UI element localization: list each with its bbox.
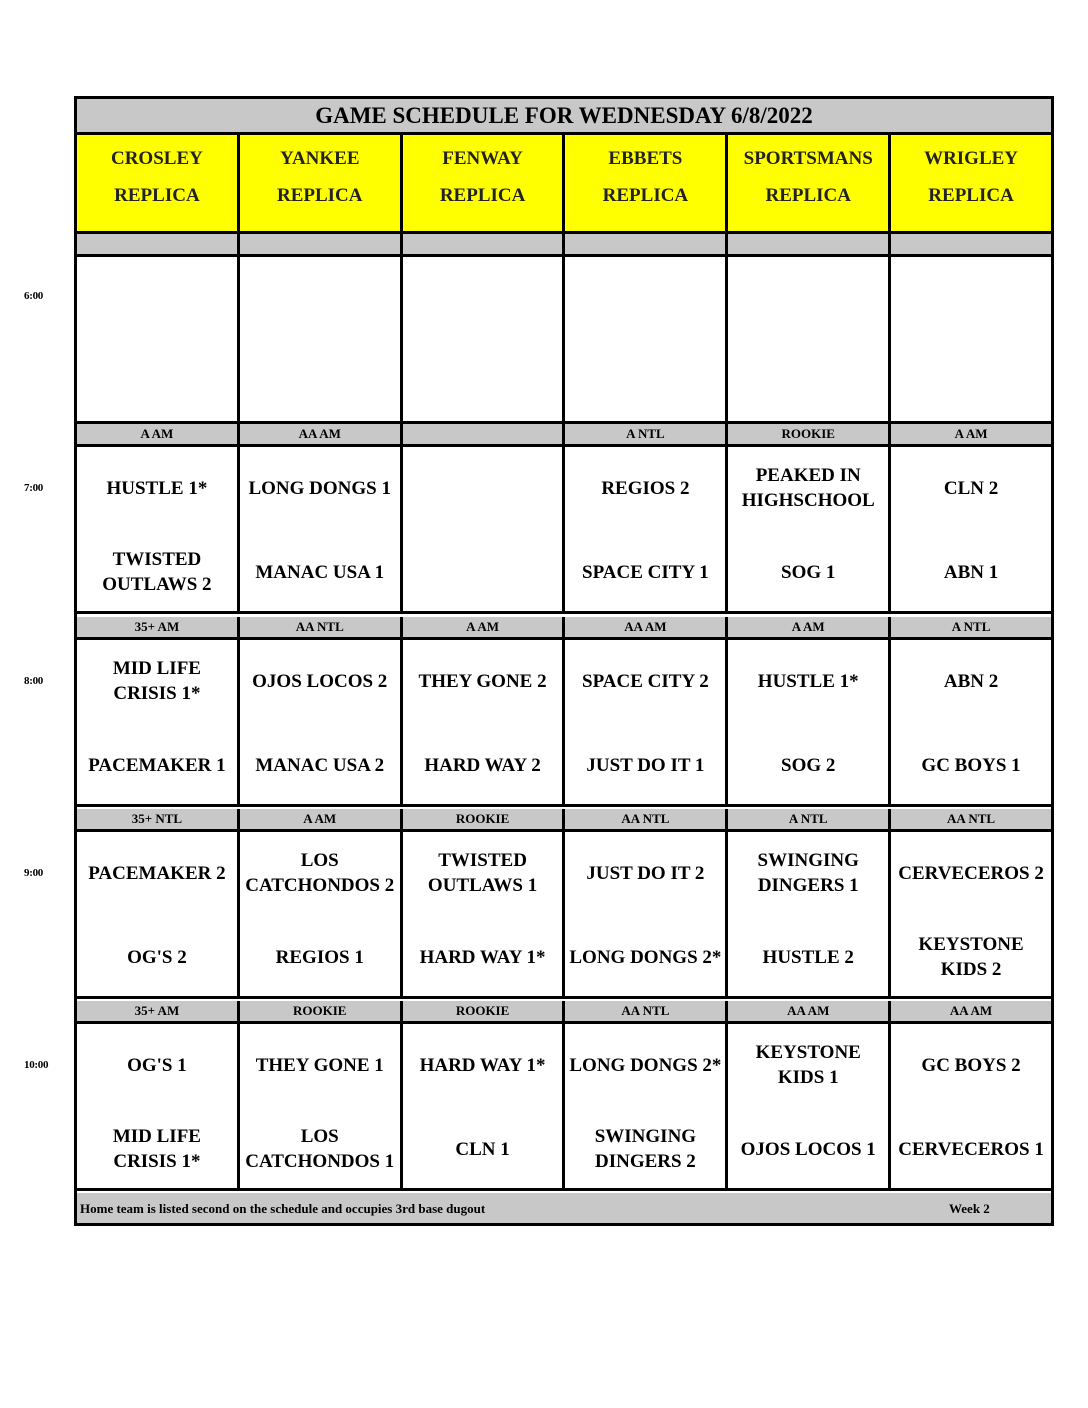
time-label: 9:00 bbox=[24, 867, 43, 879]
game-cell bbox=[240, 1024, 403, 1188]
game-cell bbox=[240, 832, 403, 996]
home-team bbox=[891, 345, 1051, 419]
division-label: AA NTL bbox=[891, 809, 1051, 829]
division-label: A NTL bbox=[728, 809, 891, 829]
away-team: SWINGING DINGERS 1 bbox=[757, 850, 859, 896]
division-label: AA AM bbox=[565, 617, 728, 637]
game-cell bbox=[77, 1024, 240, 1188]
game-cell bbox=[77, 640, 240, 804]
away-team: JUST DO IT 2 bbox=[586, 862, 705, 884]
division-label bbox=[77, 234, 240, 254]
home-team: SPACE CITY 1 bbox=[582, 561, 709, 583]
away-team: HARD WAY 1* bbox=[419, 1054, 546, 1076]
division-label: ROOKIE bbox=[403, 809, 566, 829]
division-label: A AM bbox=[403, 617, 566, 637]
division-label: A AM bbox=[77, 424, 240, 444]
division-label: A AM bbox=[728, 617, 891, 637]
away-team bbox=[565, 261, 725, 335]
time-column bbox=[0, 0, 74, 1408]
away-team bbox=[403, 451, 563, 525]
game-cell bbox=[77, 832, 240, 996]
away-team: KEYSTONE KIDS 1 bbox=[755, 1042, 861, 1088]
venue-name: EBBETS bbox=[608, 148, 683, 169]
division-band bbox=[77, 809, 1051, 832]
game-cell bbox=[565, 832, 728, 996]
home-team: OJOS LOCOS 1 bbox=[740, 1138, 876, 1160]
home-team: PACEMAKER 1 bbox=[88, 754, 226, 776]
game-cell bbox=[891, 257, 1051, 421]
away-team bbox=[403, 261, 563, 335]
home-team: GC BOYS 1 bbox=[921, 754, 1021, 776]
division-label: 35+ AM bbox=[77, 1001, 240, 1021]
schedule-footer bbox=[77, 1193, 1051, 1223]
home-team: KEYSTONE KIDS 2 bbox=[918, 934, 1024, 980]
venue-sub: REPLICA bbox=[276, 185, 363, 206]
game-cell bbox=[240, 447, 403, 611]
division-label bbox=[240, 234, 403, 254]
game-cell bbox=[403, 447, 566, 611]
game-cell bbox=[728, 832, 891, 996]
away-team: THEY GONE 2 bbox=[418, 670, 547, 692]
game-cell bbox=[403, 257, 566, 421]
venue-header bbox=[240, 135, 403, 231]
game-cell bbox=[77, 257, 240, 421]
away-team: ABN 2 bbox=[943, 670, 999, 692]
game-cell bbox=[891, 1024, 1051, 1188]
division-label bbox=[565, 234, 728, 254]
venue-sub: REPLICA bbox=[439, 185, 526, 206]
venue-name: FENWAY bbox=[442, 148, 523, 169]
division-band bbox=[77, 424, 1051, 447]
away-team: PEAKED IN HIGHSCHOOL bbox=[741, 465, 875, 511]
away-team: SPACE CITY 2 bbox=[582, 670, 709, 692]
division-label: AA AM bbox=[891, 1001, 1051, 1021]
game-cell bbox=[728, 1024, 891, 1188]
home-team: SWINGING DINGERS 2 bbox=[594, 1126, 697, 1172]
division-label bbox=[403, 234, 566, 254]
home-team: MANAC USA 2 bbox=[255, 754, 385, 776]
division-label bbox=[891, 234, 1051, 254]
time-slot-row bbox=[77, 257, 1051, 424]
time-label: 7:00 bbox=[24, 482, 43, 494]
division-band bbox=[77, 617, 1051, 640]
home-team: LONG DONGS 2* bbox=[569, 946, 722, 968]
away-team: HUSTLE 1* bbox=[757, 670, 859, 692]
game-cell bbox=[728, 640, 891, 804]
venue-name: YANKEE bbox=[279, 148, 360, 169]
game-cell bbox=[891, 640, 1051, 804]
home-team: JUST DO IT 1 bbox=[586, 754, 705, 776]
game-cell bbox=[728, 257, 891, 421]
home-team: REGIOS 1 bbox=[275, 946, 364, 968]
home-team: TWISTED OUTLAWS 2 bbox=[102, 549, 212, 595]
time-slot-row bbox=[77, 447, 1051, 614]
away-team: CERVECEROS 2 bbox=[898, 862, 1044, 884]
division-label: A NTL bbox=[565, 424, 728, 444]
game-cell bbox=[240, 640, 403, 804]
away-team bbox=[240, 261, 400, 335]
game-cell bbox=[565, 257, 728, 421]
home-team bbox=[728, 345, 888, 419]
away-team: OJOS LOCOS 2 bbox=[252, 670, 388, 692]
venue-sub: REPLICA bbox=[114, 185, 200, 206]
division-label: ROOKIE bbox=[728, 424, 891, 444]
away-team: OG'S 1 bbox=[127, 1054, 187, 1076]
away-team: MID LIFE CRISIS 1* bbox=[112, 658, 201, 704]
venue-name: SPORTSMANS bbox=[743, 148, 873, 169]
venue-header bbox=[77, 135, 240, 231]
game-cell bbox=[728, 447, 891, 611]
time-slot-row bbox=[77, 640, 1051, 807]
home-team: MANAC USA 1 bbox=[255, 561, 385, 583]
away-team: TWISTED OUTLAWS 1 bbox=[427, 850, 538, 896]
division-label: AA NTL bbox=[565, 1001, 728, 1021]
away-team: THEY GONE 1 bbox=[255, 1054, 384, 1076]
game-cell bbox=[240, 257, 403, 421]
week-label: Week 2 bbox=[949, 1201, 990, 1216]
division-label: AA NTL bbox=[240, 617, 403, 637]
schedule-title: GAME SCHEDULE FOR WEDNESDAY 6/8/2022 bbox=[77, 99, 1051, 135]
away-team: LONG DONGS 1 bbox=[248, 477, 391, 499]
away-team: PACEMAKER 2 bbox=[88, 862, 226, 884]
home-team bbox=[403, 535, 563, 609]
home-team: LOS CATCHONDOS 1 bbox=[245, 1126, 395, 1172]
game-cell bbox=[403, 1024, 566, 1188]
home-team-note: Home team is listed second on the schedule and occupies 3rd base dugout bbox=[80, 1201, 486, 1216]
home-team bbox=[565, 345, 725, 419]
division-label: A NTL bbox=[891, 617, 1051, 637]
home-team: HUSTLE 2 bbox=[762, 946, 854, 968]
home-team: SOG 1 bbox=[781, 561, 836, 583]
time-label: 8:00 bbox=[24, 675, 43, 687]
time-label: 6:00 bbox=[24, 290, 43, 302]
division-label: AA NTL bbox=[565, 809, 728, 829]
home-team: CERVECEROS 1 bbox=[898, 1138, 1044, 1160]
division-label bbox=[403, 424, 566, 444]
time-slot-row bbox=[77, 832, 1051, 999]
venue-sub: REPLICA bbox=[928, 185, 1014, 206]
home-team: CLN 1 bbox=[455, 1138, 510, 1160]
division-label: ROOKIE bbox=[240, 1001, 403, 1021]
away-team: LONG DONGS 2* bbox=[569, 1054, 722, 1076]
venue-header-row bbox=[77, 135, 1051, 234]
venue-header bbox=[891, 135, 1051, 231]
venue-sub: REPLICA bbox=[765, 185, 851, 206]
game-cell bbox=[403, 640, 566, 804]
time-slot-row bbox=[77, 1024, 1051, 1191]
home-team: OG'S 2 bbox=[127, 946, 187, 968]
venue-sub: REPLICA bbox=[602, 185, 689, 206]
division-band bbox=[77, 234, 1051, 257]
away-team bbox=[728, 261, 888, 335]
game-cell bbox=[77, 447, 240, 611]
game-cell bbox=[565, 1024, 728, 1188]
division-label: ROOKIE bbox=[403, 1001, 566, 1021]
home-team: HARD WAY 2 bbox=[424, 754, 541, 776]
home-team: MID LIFE CRISIS 1* bbox=[112, 1126, 201, 1172]
home-team bbox=[240, 345, 400, 419]
venue-header bbox=[565, 135, 728, 231]
home-team: SOG 2 bbox=[781, 754, 836, 776]
venue-name: WRIGLEY bbox=[924, 148, 1019, 169]
venue-header bbox=[728, 135, 891, 231]
home-team: ABN 1 bbox=[943, 561, 999, 583]
division-label: AA AM bbox=[240, 424, 403, 444]
division-band bbox=[77, 1001, 1051, 1024]
away-team bbox=[77, 261, 237, 335]
division-label: 35+ AM bbox=[77, 617, 240, 637]
division-label: A AM bbox=[891, 424, 1051, 444]
division-label: 35+ NTL bbox=[77, 809, 240, 829]
game-cell bbox=[403, 832, 566, 996]
away-team bbox=[891, 261, 1051, 335]
division-label: AA AM bbox=[728, 1001, 891, 1021]
away-team: HUSTLE 1* bbox=[106, 477, 208, 499]
home-team bbox=[77, 345, 237, 419]
venue-name: CROSLEY bbox=[110, 148, 203, 169]
game-cell bbox=[891, 447, 1051, 611]
away-team: REGIOS 2 bbox=[601, 477, 690, 499]
home-team: HARD WAY 1* bbox=[419, 946, 546, 968]
away-team: LOS CATCHONDOS 2 bbox=[245, 850, 395, 896]
division-label: A AM bbox=[240, 809, 403, 829]
game-cell bbox=[565, 640, 728, 804]
schedule-sheet bbox=[74, 96, 1054, 1226]
venue-header bbox=[403, 135, 566, 231]
division-label bbox=[728, 234, 891, 254]
time-label: 10:00 bbox=[24, 1059, 49, 1071]
game-cell bbox=[891, 832, 1051, 996]
game-cell bbox=[565, 447, 728, 611]
away-team: GC BOYS 2 bbox=[921, 1054, 1021, 1076]
away-team: CLN 2 bbox=[943, 477, 999, 499]
home-team bbox=[403, 345, 563, 419]
